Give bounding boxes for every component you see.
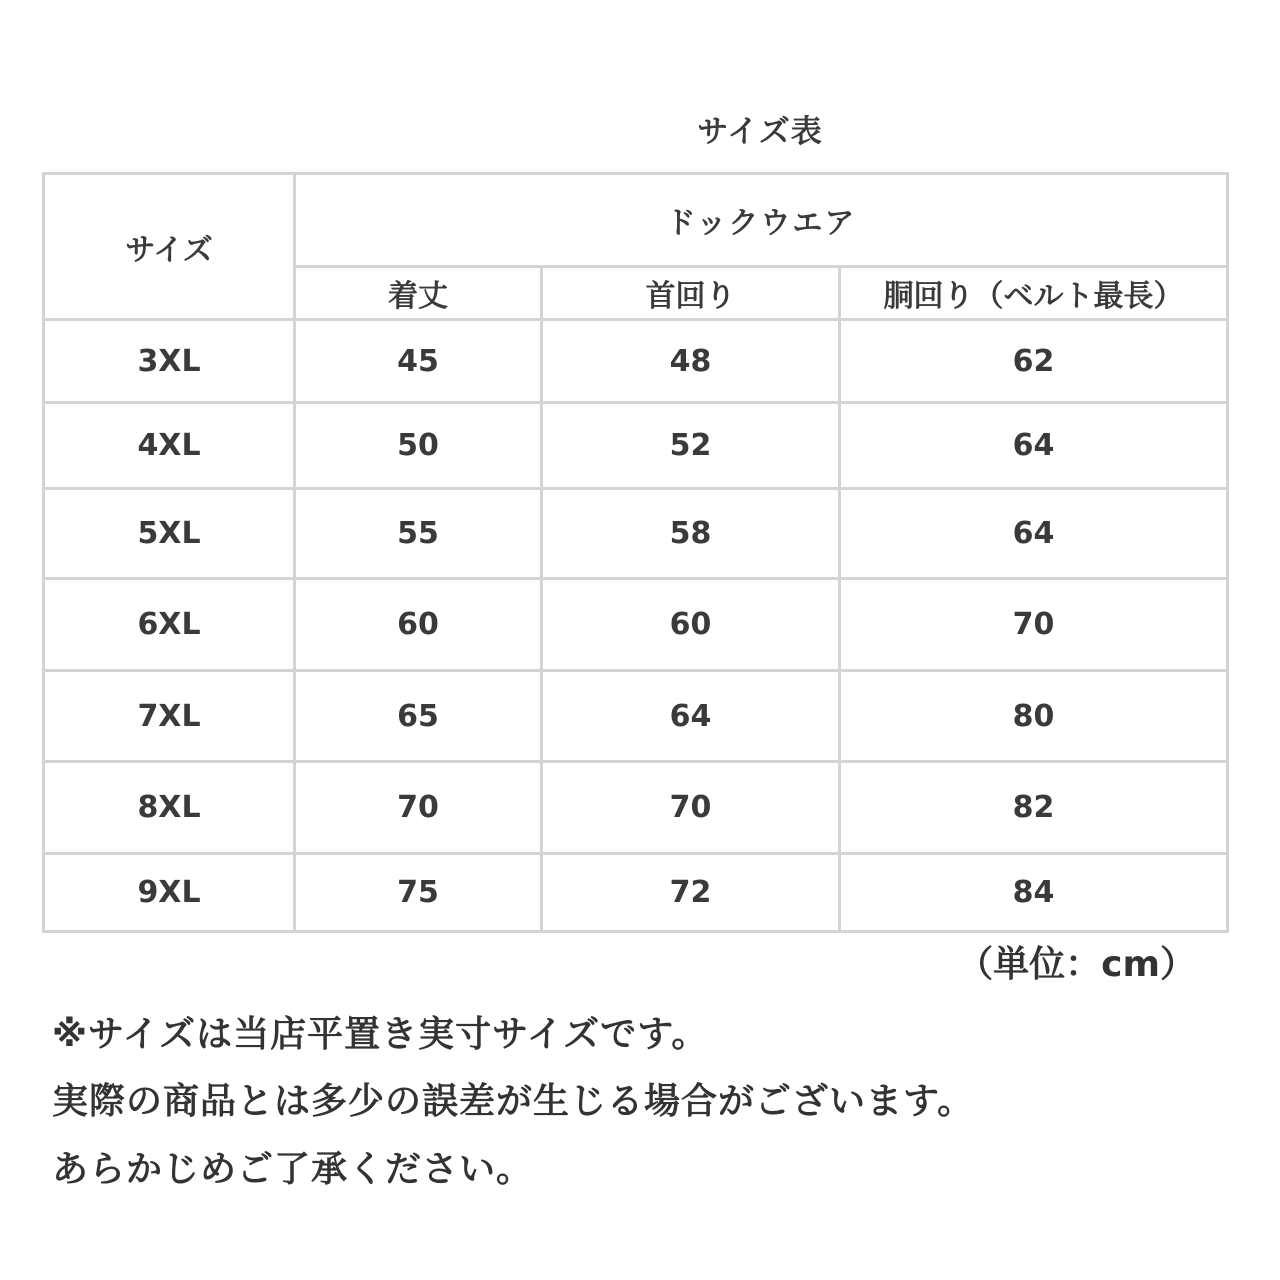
note-line-1: ※サイズは当店平置き実寸サイズです。 [52, 1014, 709, 1055]
length-cell: 75 [295, 854, 542, 932]
table-row [44, 403, 1228, 489]
table-row [44, 489, 1228, 579]
size-column-header: サイズ [44, 174, 295, 320]
length-cell: 45 [295, 320, 542, 403]
length-cell: 55 [295, 489, 542, 579]
waist-column-header: 胴回り（ベルト最長） [840, 267, 1228, 320]
size-cell: 3XL [44, 320, 295, 403]
size-cell: 4XL [44, 403, 295, 489]
waist-cell: 64 [840, 489, 1228, 579]
length-column-header: 着丈 [295, 267, 542, 320]
length-cell: 70 [295, 762, 542, 854]
table-row [44, 762, 1228, 854]
waist-cell: 80 [840, 671, 1228, 762]
waist-cell: 84 [840, 854, 1228, 932]
neck-cell: 70 [542, 762, 840, 854]
neck-column-header: 首回り [542, 267, 840, 320]
page-title: サイズ表 [697, 114, 823, 150]
waist-cell: 82 [840, 762, 1228, 854]
neck-cell: 52 [542, 403, 840, 489]
length-cell: 60 [295, 579, 542, 671]
size-cell: 7XL [44, 671, 295, 762]
neck-cell: 64 [542, 671, 840, 762]
size-cell: 5XL [44, 489, 295, 579]
neck-cell: 48 [542, 320, 840, 403]
table-row [44, 671, 1228, 762]
note-line-2: 実際の商品とは多少の誤差が生じる場合がございます。 [52, 1081, 975, 1122]
size-cell: 9XL [44, 854, 295, 932]
size-cell: 6XL [44, 579, 295, 671]
dogwear-group-header: ドックウエア [295, 174, 1228, 267]
note-line-3: あらかじめご了承ください。 [52, 1149, 534, 1190]
waist-cell: 70 [840, 579, 1228, 671]
table-header-row [44, 174, 1228, 267]
table-row [44, 320, 1228, 403]
size-table [42, 172, 1229, 933]
waist-cell: 62 [840, 320, 1228, 403]
neck-cell: 58 [542, 489, 840, 579]
neck-cell: 60 [542, 579, 840, 671]
unit-note: （単位：cm） [957, 944, 1196, 985]
neck-cell: 72 [542, 854, 840, 932]
waist-cell: 64 [840, 403, 1228, 489]
table-row [44, 579, 1228, 671]
length-cell: 50 [295, 403, 542, 489]
length-cell: 65 [295, 671, 542, 762]
size-cell: 8XL [44, 762, 295, 854]
table-row [44, 854, 1228, 932]
